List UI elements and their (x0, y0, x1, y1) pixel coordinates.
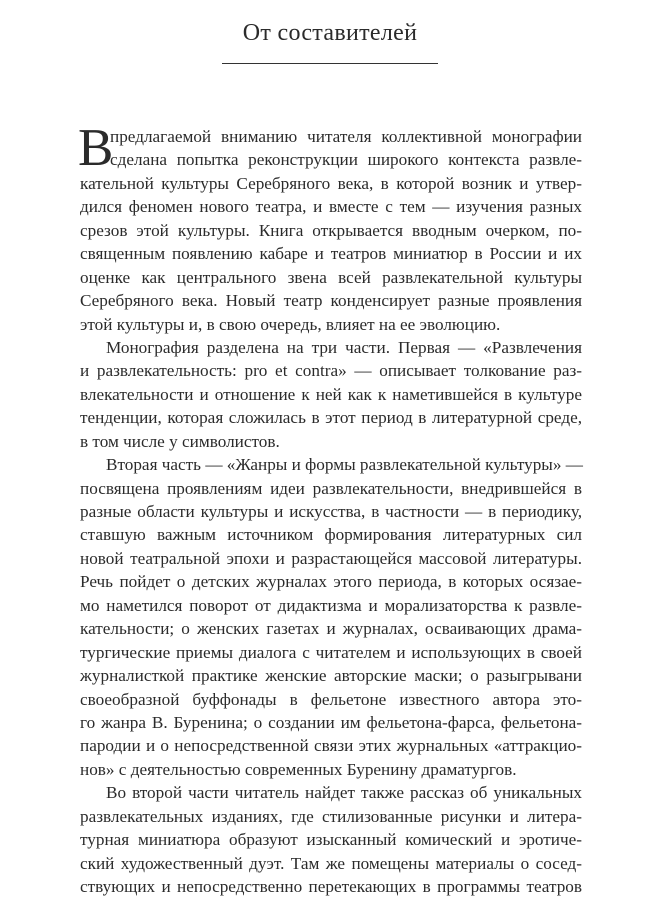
page-title: От составителей (242, 20, 418, 46)
paragraph-line: новой театральной эпохи и разрастающейся массовой литературы. (80, 548, 582, 568)
paragraph-line: дился феномен нового театра, и вместе с тем — изучения разных (80, 197, 582, 217)
paragraph-line: тенденции, которая сложилась в этот период в литературной среде, (80, 408, 582, 428)
paragraph-line: Речь пойдет о детских журналах этого периода, в которых осязае- (80, 572, 582, 592)
drop-cap: В (78, 119, 114, 177)
paragraph-line: Монография разделена на три части. Первая — «Развлечения (106, 337, 582, 357)
paragraph-line: мо наметился поворот от дидактизма и морализаторства к развле- (80, 595, 582, 615)
paragraph-line: нов» с деятельностью современных Буренину драматургов. (80, 759, 517, 779)
paragraph-line: журналисткой практике женские авторские маски; о разыгрывани (80, 666, 582, 686)
paragraph-line: ставшую важным источником формирования литературных сил (80, 525, 582, 545)
paragraph-line: турная миниатюра образуют изысканный комический и эротиче- (80, 830, 582, 850)
paragraph-line: кательной культуры Серебряного века, в которой возник и утвер- (80, 173, 582, 193)
paragraph-line: Во второй части читатель найдет также рассказ об уникальных (106, 783, 582, 803)
paragraph-line: Вторая часть — «Жанры и формы развлекательной культуры» — (106, 455, 583, 475)
paragraph-line: влекательности и отношение к ней как к наметившейся в культуре (80, 384, 582, 404)
paragraph-line: ский художественный дуэт. Там же помещены материалы о сосед- (80, 853, 582, 873)
paragraph-line: пародии и о непосредственной связи этих журнальных «аттракцио- (80, 736, 582, 756)
paragraph-line: ствующих и непосредственно перетекающих в программы театров (80, 877, 582, 896)
paragraph-line: го жанра В. Буренина; о создании им фельетона-фарса, фельетона- (80, 712, 582, 732)
body-text (78, 119, 583, 898)
paragraph-line: разные области культуры и искусства, в частности — в периодику, (80, 502, 582, 521)
paragraph-line: и развлекательность: pro et contra» — описывает толкование раз- (80, 361, 582, 381)
title-divider (222, 63, 438, 64)
paragraph-line: предлагаемой вниманию читателя коллективной монографии (110, 127, 582, 146)
paragraph-line: своеобразной буффонады в фельетоне известного автора это- (80, 689, 582, 709)
paragraph-line: тургические приемы диалога с читателем и использующих в своей (80, 642, 582, 662)
paragraph-line: сделана попытка реконструкции широкого контекста развле- (110, 150, 582, 170)
paragraph-line: в том числе у символистов. (80, 431, 280, 451)
paragraph-line: кательности; о женских газетах и журналах, осваивающих драма- (80, 619, 582, 639)
paragraph-line: срезов этой культуры. Книга открывается вводным очерком, по- (80, 220, 582, 240)
paragraph-line: этой культуры и, в свою очередь, влияет на ее эволюцию. (80, 314, 501, 334)
paragraph-line: развлекательных изданиях, где стилизованные рисунки и литера- (80, 806, 582, 826)
paragraph-line: священным появлению кабаре и театров миниатюр в России и их (80, 244, 582, 264)
paragraph-line: Серебряного века. Новый театр конденсирует разные проявления (80, 291, 582, 311)
paragraph-line: посвящена проявлениям идеи развлекательности, внедрившейся в (80, 478, 582, 498)
paragraph-line: оценке как центрального звена всей развлекательной культуры (80, 267, 582, 287)
